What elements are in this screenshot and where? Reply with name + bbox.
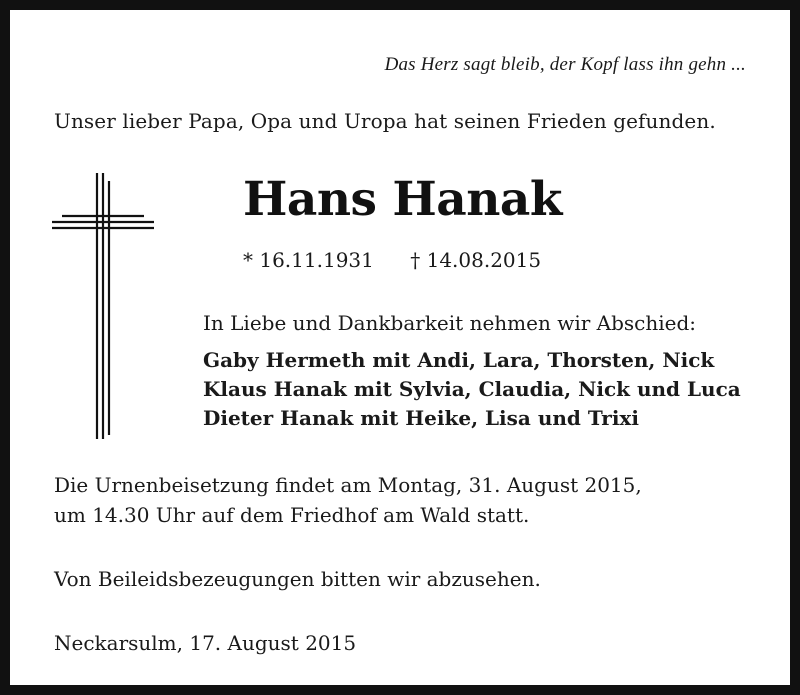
mourners-list — [203, 346, 741, 433]
mourner-line: Gaby Hermeth mit Andi, Lara, Thorsten, Nick — [203, 348, 715, 372]
cross-icon — [50, 171, 154, 441]
burial-info — [54, 470, 642, 530]
deceased-name: Hans Hanak — [243, 172, 562, 227]
mourner-line: Klaus Hanak mit Sylvia, Claudia, Nick und Luca — [203, 377, 741, 401]
birth-date: * 16.11.1931 — [243, 248, 374, 272]
mourner-line: Dieter Hanak mit Heike, Lisa und Trixi — [203, 406, 639, 430]
intro-text: Unser lieber Papa, Opa und Uropa hat seinen Frieden gefunden. — [54, 109, 716, 133]
place-and-date: Neckarsulm, 17. August 2015 — [54, 631, 357, 655]
life-dates — [243, 248, 541, 272]
condolence-note: Von Beileidsbezeugungen bitten wir abzusehen. — [54, 567, 541, 591]
motto: Das Herz sagt bleib, der Kopf lass ihn gehn ... — [384, 54, 746, 75]
farewell-line: In Liebe und Dankbarkeit nehmen wir Abschied: — [203, 311, 696, 335]
burial-line: um 14.30 Uhr auf dem Friedhof am Wald statt. — [54, 503, 530, 527]
burial-line: Die Urnenbeisetzung findet am Montag, 31. August 2015, — [54, 473, 642, 497]
death-date: † 14.08.2015 — [410, 248, 542, 272]
